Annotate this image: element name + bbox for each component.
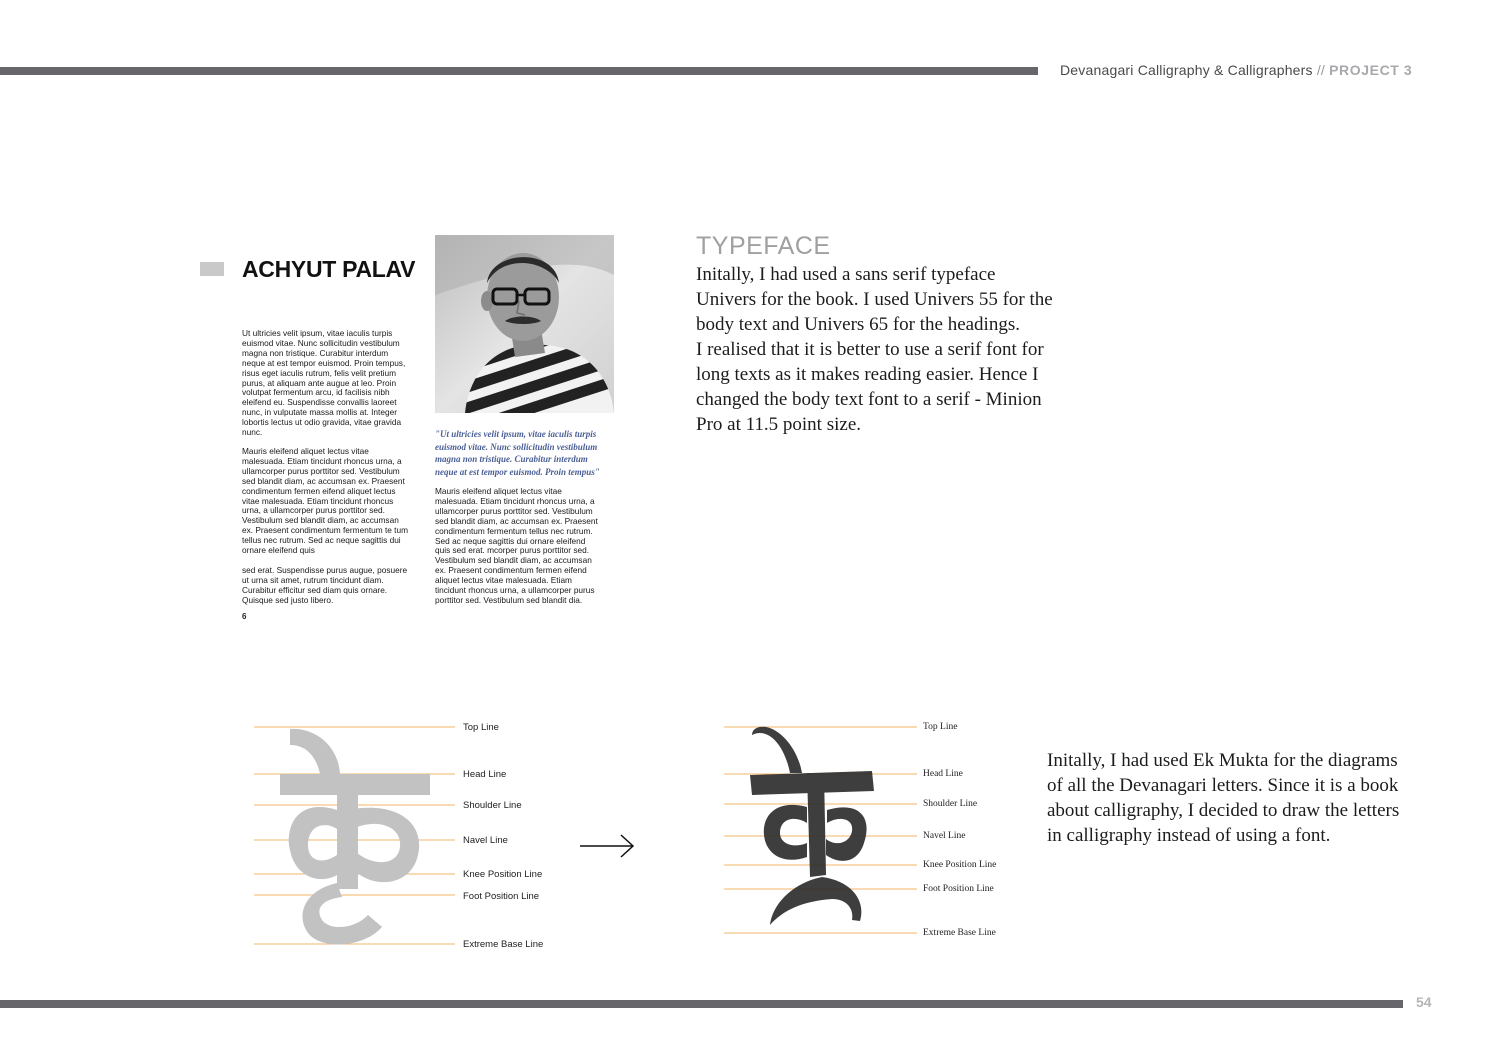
header-book-title: Devanagari Calligraphy & Calligraphers: [1060, 62, 1313, 78]
portrait-illustration: [435, 235, 614, 413]
calligraphy-glyph-drawing: [722, 715, 922, 945]
label-base-line: Extreme Base Line: [923, 928, 996, 938]
book-col2-paragraph-1: Mauris eleifend aliquet lectus vitae malesuada. Etiam tincidunt rhoncus urna, a ullamcorper purus porttitor sed. Vestibulum sed blandit diam, ac accumsan ex. Praesent condimentum fermentum tellus nec rutrum. Sed ac neque sagittis dui ornare eleifend quis sed erat. mcorper purus porttitor sed. Vestibulum sed blandit diam, ac accumsan ex. Praesent condimentum fermen eifend aliquet lectus vitae malesuada. Etiam tincidunt rhoncus urna, a ullamcorper purus porttitor sed. Vestibulum sed blandit dia.: [435, 486, 598, 605]
label-foot-line: Foot Position Line: [463, 891, 540, 902]
glyph-ku-sans: [280, 729, 430, 945]
label-foot-line: Foot Position Line: [923, 884, 994, 894]
label-top-line: Top Line: [923, 722, 958, 732]
typeface-paragraph: Initally, I had used a sans serif typeface Univers for the book. I used Univers 55 for the body text and Univers 65 for the headings. I realised that it is better to use a serif font for long texts as it makes reading easier. Hence I changed the body text font to a serif - Minion Pro at 11.5 point size.: [696, 264, 1053, 435]
right-arrow-icon: [578, 832, 636, 860]
header-rule: [0, 67, 1038, 75]
book-col1-paragraph-3: sed erat. Suspendisse purus augue, posuere ut urna sit amet, rutrum tincidunt diam. Curabitur efficitur sed diam quis ornare. Quisque sed justo libero.: [242, 565, 408, 605]
book-col1-paragraph-1: Ut ultricies velit ipsum, vitae iaculis turpis euismod vitae. Nunc sollicitudin vestibulum magna non tristique. Curabitur interdum neque at est tempor euismod. Proin tempus, risus eget iaculis rutrum, felis velit pretium purus, at aliquam ante augue at leo. Proin volutpat fermentum arcu, id facilisis nibh eleifend eu. Suspendisse convallis laoreet nunc, in vulputate massa mollis at. Integer lobortis lectus ut odio gravida, vitae gravida nunc.: [242, 328, 406, 438]
label-knee-line: Knee Position Line: [463, 869, 543, 880]
label-shoulder-line: Shoulder Line: [923, 799, 978, 809]
pull-quote: "Ut ultricies velit ipsum, vitae iaculis turpis euismod vitae. Nunc sollicitudin vestibulum magna non tristique. Curabitur interdum neque at est tempor euismod. Proin tempus": [435, 429, 600, 477]
footer-rule: [0, 1000, 1403, 1008]
book-col1-paragraph-2: Mauris eleifend aliquet lectus vitae malesuada. Etiam tincidunt rhoncus urna, a ullamcorper purus porttitor sed. Vestibulum sed blandit diam, ac accumsan ex. Praesent condimentum fermen eifend aliquet lectus vitae malesuada. Etiam tincidunt rhoncus urna, a ullamcorper purus porttitor sed. Vestibulum sed blandit diam, ac accumsan ex. Praesent condimentum fermentum te tum tellus nec rutrum. Sed ac neque sagittis dui ornare eleifend quis: [242, 446, 409, 556]
calligraphy-paragraph: Initally, I had used Ek Mukta for the diagrams of all the Devanagari letters. Since it is a book about calligraphy, I decided to draw the letters in calligraphy instead of using a font.: [1047, 750, 1400, 846]
typeface-heading: TYPEFACE: [696, 232, 831, 260]
label-knee-line: Knee Position Line: [923, 860, 997, 870]
label-base-line: Extreme Base Line: [463, 939, 544, 950]
label-navel-line: Navel Line: [923, 831, 966, 841]
header-title: [1060, 62, 1412, 78]
book-chapter-title: ACHYUT PALAV: [242, 256, 416, 282]
label-navel-line: Navel Line: [463, 835, 508, 846]
label-head-line: Head Line: [463, 769, 507, 780]
page-number: 54: [1416, 994, 1432, 1010]
label-top-line: Top Line: [463, 722, 499, 733]
header-project: PROJECT 3: [1329, 62, 1413, 78]
portrait-photo: [435, 235, 614, 413]
glyph-ku-calligraphy: [750, 727, 874, 925]
label-head-line: Head Line: [923, 769, 963, 779]
book-page-number: 6: [242, 612, 247, 621]
label-shoulder-line: Shoulder Line: [463, 800, 522, 811]
font-glyph-drawing: [250, 715, 460, 960]
header-separator: //: [1316, 62, 1326, 78]
title-marker: [200, 262, 224, 276]
